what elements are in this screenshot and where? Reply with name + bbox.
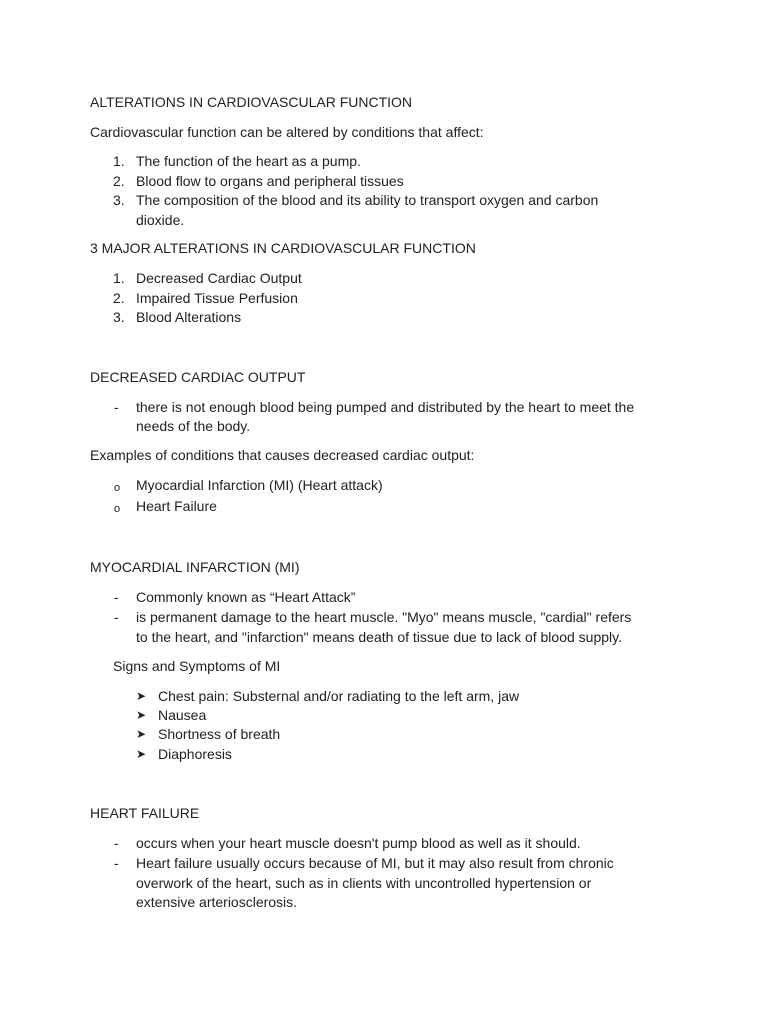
list-item-text: Commonly known as “Heart Attack” [136,589,356,605]
list-item-text: Heart Failure [136,498,217,514]
dash-bullet: - [114,589,119,605]
list-item-text: Blood Alterations [136,309,242,325]
list-item-text-continued: to the heart, and "infarction" means death of tissue due to lack of blood supply. [136,629,622,645]
list-number: 1. [113,153,125,169]
list-number: 2. [113,290,125,306]
circle-bullet: o [114,482,121,494]
list-item-text: The composition of the blood and its ability to transport oxygen and carbon [136,192,599,208]
list-number: 3. [113,192,125,208]
list-item-text: Impaired Tissue Perfusion [136,290,298,306]
dash-bullet: - [114,855,119,871]
list-number: 1. [113,270,125,286]
intro-paragraph: Cardiovascular function can be altered by conditions that affect: [90,124,484,140]
document-title: ALTERATIONS IN CARDIOVASCULAR FUNCTION [90,94,413,110]
list-item-text: occurs when your heart muscle doesn't pump blood as well as it should. [136,835,581,851]
arrow-bullet-icon: ➤ [136,747,147,761]
section-heading-major-alterations: 3 MAJOR ALTERATIONS IN CARDIOVASCULAR FUNCTION [90,240,476,256]
section-heading-heart-failure: HEART FAILURE [90,805,200,821]
section-heading-decreased-cardiac-output: DECREASED CARDIAC OUTPUT [90,369,306,385]
list-item-text: Diaphoresis [158,746,232,762]
list-item-text-continued: overwork of the heart, such as in clients with uncontrolled hypertension or [136,875,592,891]
list-item-text-continued: extensive arteriosclerosis. [136,894,298,910]
list-item-text-continued: dioxide. [136,212,185,228]
list-item-text: Chest pain: Substernal and/or radiating to the left arm, jaw [158,688,520,704]
list-number: 3. [113,309,125,325]
examples-intro: Examples of conditions that causes decreased cardiac output: [90,447,475,463]
list-item-text: is permanent damage to the heart muscle. "Myo" means muscle, "cardial" refers [136,609,632,625]
list-item-text: Myocardial Infarction (MI) (Heart attack) [136,477,383,493]
list-item-text-continued: needs of the body. [136,418,251,434]
list-item-text: Shortness of breath [158,726,281,742]
circle-bullet: o [114,503,121,515]
section-heading-myocardial-infarction: MYOCARDIAL INFARCTION (MI) [90,559,300,575]
list-item-text: The function of the heart as a pump. [136,153,361,169]
list-number: 2. [113,173,125,189]
list-item-text: Nausea [158,707,207,723]
list-item-text: Heart failure usually occurs because of MI, but it may also result from chronic [136,855,614,871]
dash-bullet: - [114,835,119,851]
arrow-bullet-icon: ➤ [136,727,147,741]
dash-bullet: - [114,399,119,415]
arrow-bullet-icon: ➤ [136,689,147,703]
dash-bullet: - [114,609,119,625]
arrow-bullet-icon: ➤ [136,708,147,722]
list-item-text: Decreased Cardiac Output [136,270,302,286]
list-item-text: Blood flow to organs and peripheral tissues [136,173,404,189]
signs-symptoms-heading: Signs and Symptoms of MI [113,658,281,674]
list-item-text: there is not enough blood being pumped and distributed by the heart to meet the [136,399,635,415]
